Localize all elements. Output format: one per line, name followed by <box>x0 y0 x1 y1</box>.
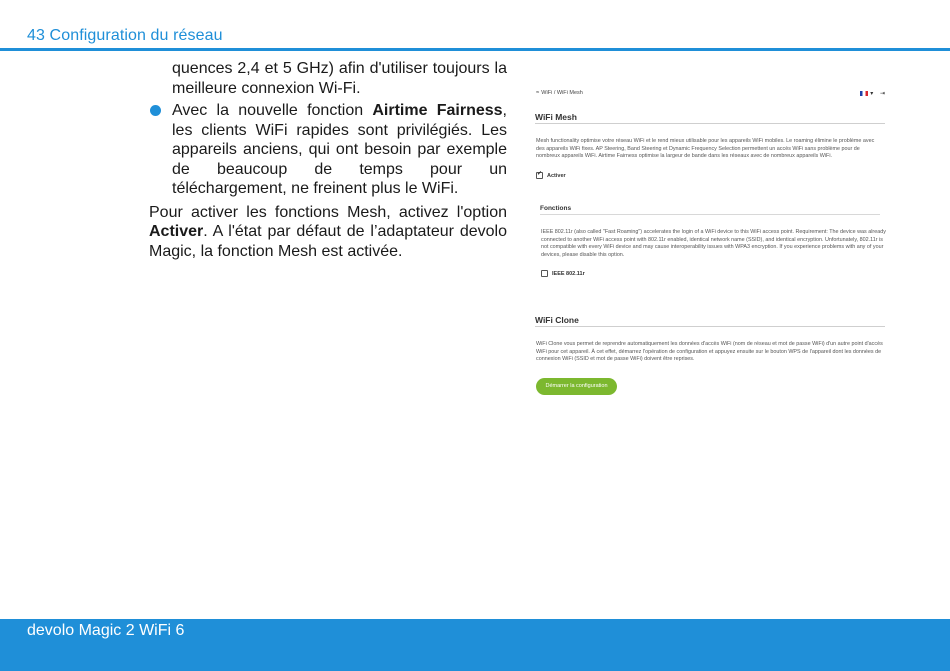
activate-checkbox[interactable] <box>536 172 543 179</box>
logout-icon[interactable]: ⇥ <box>879 91 885 97</box>
body-text <box>149 59 507 261</box>
wifi-mesh-screenshot <box>530 83 890 403</box>
paragraph-bold: Activer <box>149 223 204 240</box>
functions-rule <box>540 214 880 215</box>
page-header <box>0 0 950 52</box>
activate-checkbox-row[interactable] <box>536 172 566 179</box>
mesh-section-rule <box>535 123 885 124</box>
start-configuration-button[interactable]: Démarrer la configuration <box>536 378 617 395</box>
bullet-icon <box>150 105 161 116</box>
top-right-controls <box>860 90 885 97</box>
functions-title: Fonctions <box>540 205 572 212</box>
wifi-icon: ≈ <box>536 90 540 96</box>
product-name: devolo Magic 2 WiFi 6 <box>27 622 185 639</box>
breadcrumb <box>536 90 583 96</box>
mesh-description: Mesh functionality optimise votre réseau WiFi et le rend mieux utilisable pour les appareils WiFi mobiles. Le roaming élimine le problème avec des appareils WiFi fixes. AP Steering, Band Steering et Dynamic Frequency Selection permettent un accès WiFi sans problème pour de nombreux appareils WiFi. Airtime Fairness optimise la largeur de bande dans les réseaux avec de nombreux appareils WiFi. <box>536 138 875 160</box>
ieee-label: IEEE 802.11r <box>552 270 585 277</box>
bullet-text-prefix: Avec la nouvelle fonction <box>172 102 373 119</box>
activate-label: Activer <box>547 172 566 179</box>
header-rule <box>0 48 950 51</box>
ieee-checkbox-row[interactable] <box>541 270 585 277</box>
mesh-section-title: WiFi Mesh <box>535 112 577 122</box>
bullet-item-airtime <box>149 101 507 199</box>
page-footer <box>0 619 950 671</box>
activation-paragraph <box>149 203 507 262</box>
breadcrumb-text: WiFi / WiFi Mesh <box>541 90 583 96</box>
chevron-down-icon[interactable]: ▾ <box>870 91 874 97</box>
clone-description: WiFi Clone vous permet de reprendre automatiquement les données d'accès WiFi (nom de réseau et mot de passe WiFi) d'un autre point d'accès WiFi pour cet appareil. À cet effet, démarrez l'opération de configuration et appuyez ensuite sur le bouton WPS de l'appareil dont les données de connexion WiFi (SSID et mot de passe WiFi) doivent être reprises. <box>536 341 883 363</box>
bullet-text-bold: Airtime Fairness <box>372 102 503 119</box>
continuation-paragraph: quences 2,4 et 5 GHz) afin d'utiliser toujours la meilleure connexion Wi-Fi. <box>172 60 507 97</box>
clone-section-title: WiFi Clone <box>535 315 579 325</box>
clone-section-rule <box>535 326 885 327</box>
paragraph-suffix: . A l'état par défaut de l’adaptateur devolo Magic, la fonction Mesh est activée. <box>149 223 507 260</box>
functions-description: IEEE 802.11r (also called "Fast Roaming") accelerates the login of a WiFi device to this WiFi access point. Requirement: The device was already connected to another WiFi access point with 802.11r enabled, identical network name (SSID), and identical encryption. Unfortunately, 802.11r is not compatible with every WiFi device and may cause interoperability issues with WPA3 encryption. If you experience problems with any of your devices, please disable this option. <box>541 229 886 258</box>
paragraph-prefix: Pour activer les fonctions Mesh, activez l'option <box>149 203 507 221</box>
french-flag-icon[interactable] <box>860 91 868 96</box>
ieee-checkbox[interactable] <box>541 270 548 277</box>
bullet-text-suffix: , les clients WiFi rapides sont privilégiés. Les appareils anciens, qui ont besoin par exemple de beaucoup de temps pour un téléchargement, ne freinent plus le WiFi. <box>172 102 507 197</box>
chapter-title: 43 Configuration du réseau <box>27 27 223 44</box>
